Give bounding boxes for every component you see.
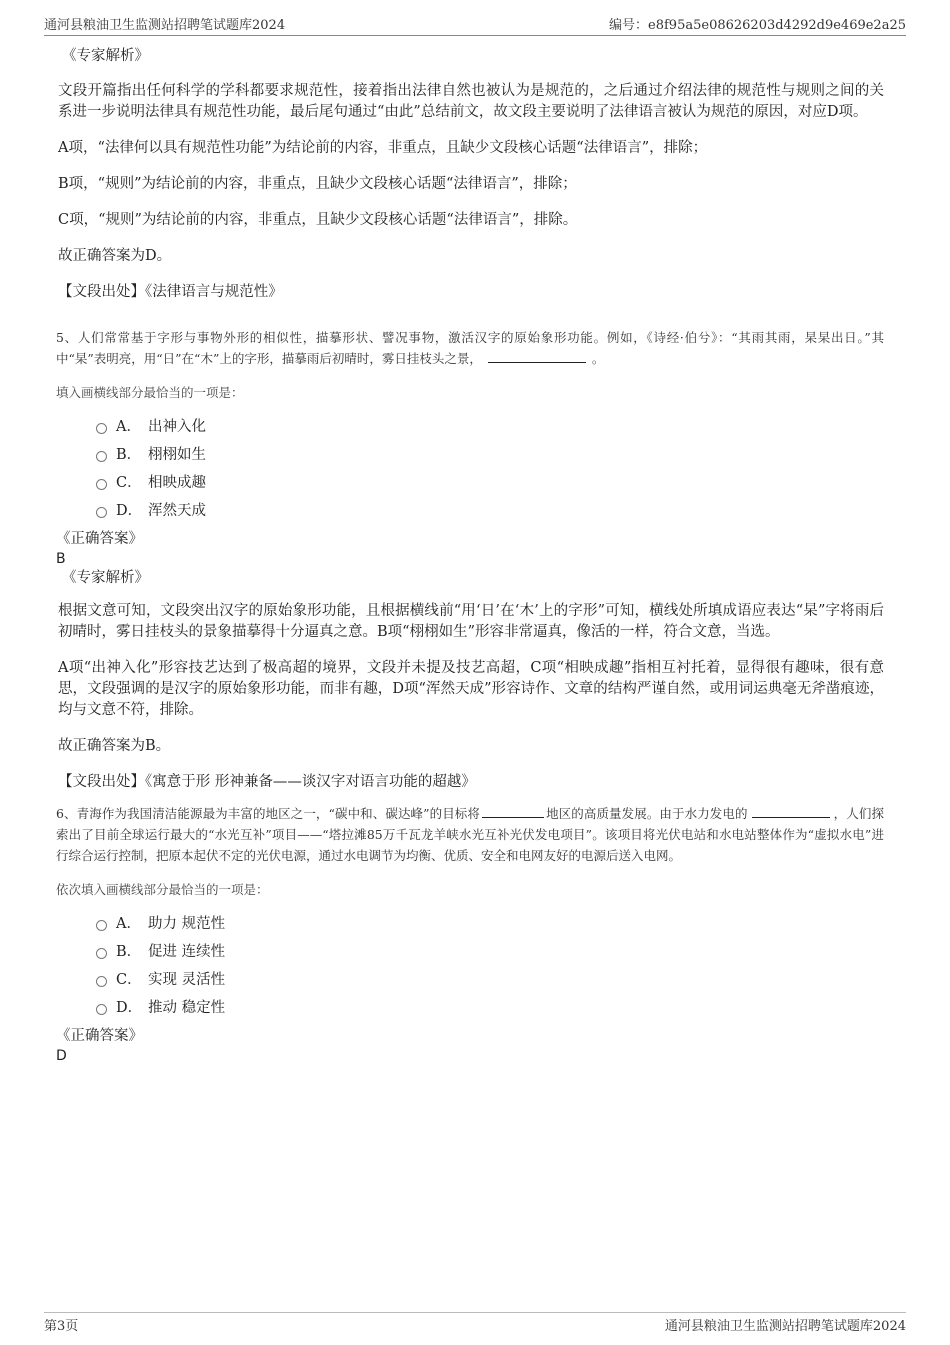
option-c[interactable]: C． 相映成趣 xyxy=(96,467,884,495)
footer-title: 通河县粮油卫生监测站招聘笔试题库2024 xyxy=(664,1319,906,1334)
analysis-paragraph: 根据文意可知，文段突出汉字的原始象形功能，且根据横线前“用‘日’在‘木’上的字形”可知，横线处所填成语应表达“杲”字将雨后初晴时，雾日挂枝头的景象描摹得十分逼真之意。B项“栩栩如生”形容非常逼真，像活的一样，符合文意，当选。 xyxy=(58,603,884,640)
page-number: 第3页 xyxy=(44,1319,79,1334)
correct-answer: D xyxy=(56,1048,67,1064)
question-6-text xyxy=(56,803,884,866)
option-b[interactable]: B． 促进 连续性 xyxy=(96,936,884,964)
option-a[interactable]: A． 助力 规范性 xyxy=(96,908,884,936)
analysis-paragraph: B项，“规则”为结论前的内容，非重点，且缺少文段核心话题“法律语言”，排除； xyxy=(58,176,577,192)
question-text: ，人们探索出了目前全球运行最大的“水光互补”项目——“塔拉滩85万千瓦龙羊峡水光互补光伏发电项目”。该项目将光伏电站和水电站整体作为“虚拟水电”进行综合运行控制，把原本起伏不定的光伏电源，通过水电调节为均衡、优质、安全和电网友好的电源后送入电网。 xyxy=(56,806,884,863)
option-d[interactable]: D． 推动 稳定性 xyxy=(96,992,884,1020)
option-list xyxy=(96,908,884,1020)
radio-icon[interactable] xyxy=(96,507,107,518)
option-c[interactable]: C． 实现 灵活性 xyxy=(96,964,884,992)
analysis-paragraph: 文段开篇指出任何科学的学科都要求规范性，接着指出法律自然也被认为是规范的，之后通过介绍法律的规范性与规则之间的关系进一步说明法律具有规范性功能，最后尾句通过“由此”总结前文，故文段主要说明了法律语言被认为规范的原因，对应D项。 xyxy=(58,83,884,120)
question-instruction: 填入画横线部分最恰当的一项是： xyxy=(56,385,244,400)
analysis-paragraph: C项，“规则”为结论前的内容，非重点，且缺少文段核心话题“法律语言”，排除。 xyxy=(58,212,578,228)
fill-blank xyxy=(482,805,544,818)
option-b[interactable]: B． 栩栩如生 xyxy=(96,439,884,467)
radio-icon[interactable] xyxy=(96,920,107,931)
radio-icon[interactable] xyxy=(96,1004,107,1015)
analysis-conclusion: 故正确答案为D。 xyxy=(58,248,172,264)
expert-analysis-label: 《专家解析》 xyxy=(62,570,149,586)
analysis-conclusion: 故正确答案为B。 xyxy=(58,738,171,754)
document-id: 编号：e8f95a5e08626203d4292d9e469e2a25 xyxy=(609,18,906,33)
expert-analysis-label: 《专家解析》 xyxy=(62,48,149,64)
question-5-text xyxy=(56,327,884,369)
source-citation: 【文段出处】《法律语言与规范性》 xyxy=(58,284,283,300)
source-citation: 【文段出处】《寓意于形 形神兼备——谈汉字对语言功能的超越》 xyxy=(58,774,476,790)
radio-icon[interactable] xyxy=(96,948,107,959)
fill-blank xyxy=(752,805,830,818)
radio-icon[interactable] xyxy=(96,976,107,987)
question-text: 6、青海作为我国清洁能源最为丰富的地区之一，“碳中和、碳达峰”的目标将 xyxy=(56,806,480,821)
correct-answer: B xyxy=(56,551,66,567)
page-content xyxy=(56,46,884,1065)
question-text: 地区的高质量发展。由于水力发电的 xyxy=(546,806,748,821)
correct-answer-label: 《正确答案》 xyxy=(56,1028,143,1044)
radio-icon[interactable] xyxy=(96,479,107,490)
question-text-end: 。 xyxy=(591,351,605,366)
option-a[interactable]: A． 出神入化 xyxy=(96,411,884,439)
analysis-paragraph: A项“出神入化”形容技艺达到了极高超的境界，文段并未提及技艺高超，C项“相映成趣”指相互衬托着，显得很有趣味，很有意思，文段强调的是汉字的原始象形功能，而非有趣，D项“浑然天成”形容诗作、文章的结构严谨自然，或用词运典毫无斧凿痕迹，均与文意不符，排除。 xyxy=(58,660,884,718)
analysis-paragraph: A项，“法律何以具有规范性功能”为结论前的内容，非重点，且缺少文段核心话题“法律语言”，排除； xyxy=(58,140,708,156)
correct-answer-label: 《正确答案》 xyxy=(56,531,143,547)
fill-blank xyxy=(488,350,586,363)
page-footer xyxy=(44,1312,906,1334)
option-list xyxy=(96,411,884,523)
radio-icon[interactable] xyxy=(96,423,107,434)
question-text: 5、人们常常基于字形与事物外形的相似性，描摹形状、譬况事物，激活汉字的原始象形功能。例如，《诗经·伯兮》：“其雨其雨，杲杲出日。”其中“杲”表明亮，用“日”在“木”上的字形，描摹雨后初晴时，雾日挂枝头之景， xyxy=(56,330,884,366)
page-header xyxy=(44,14,906,36)
question-instruction: 依次填入画横线部分最恰当的一项是： xyxy=(56,882,269,897)
option-d[interactable]: D． 浑然天成 xyxy=(96,495,884,523)
header-title: 通河县粮油卫生监测站招聘笔试题库2024 xyxy=(44,18,286,33)
radio-icon[interactable] xyxy=(96,451,107,462)
